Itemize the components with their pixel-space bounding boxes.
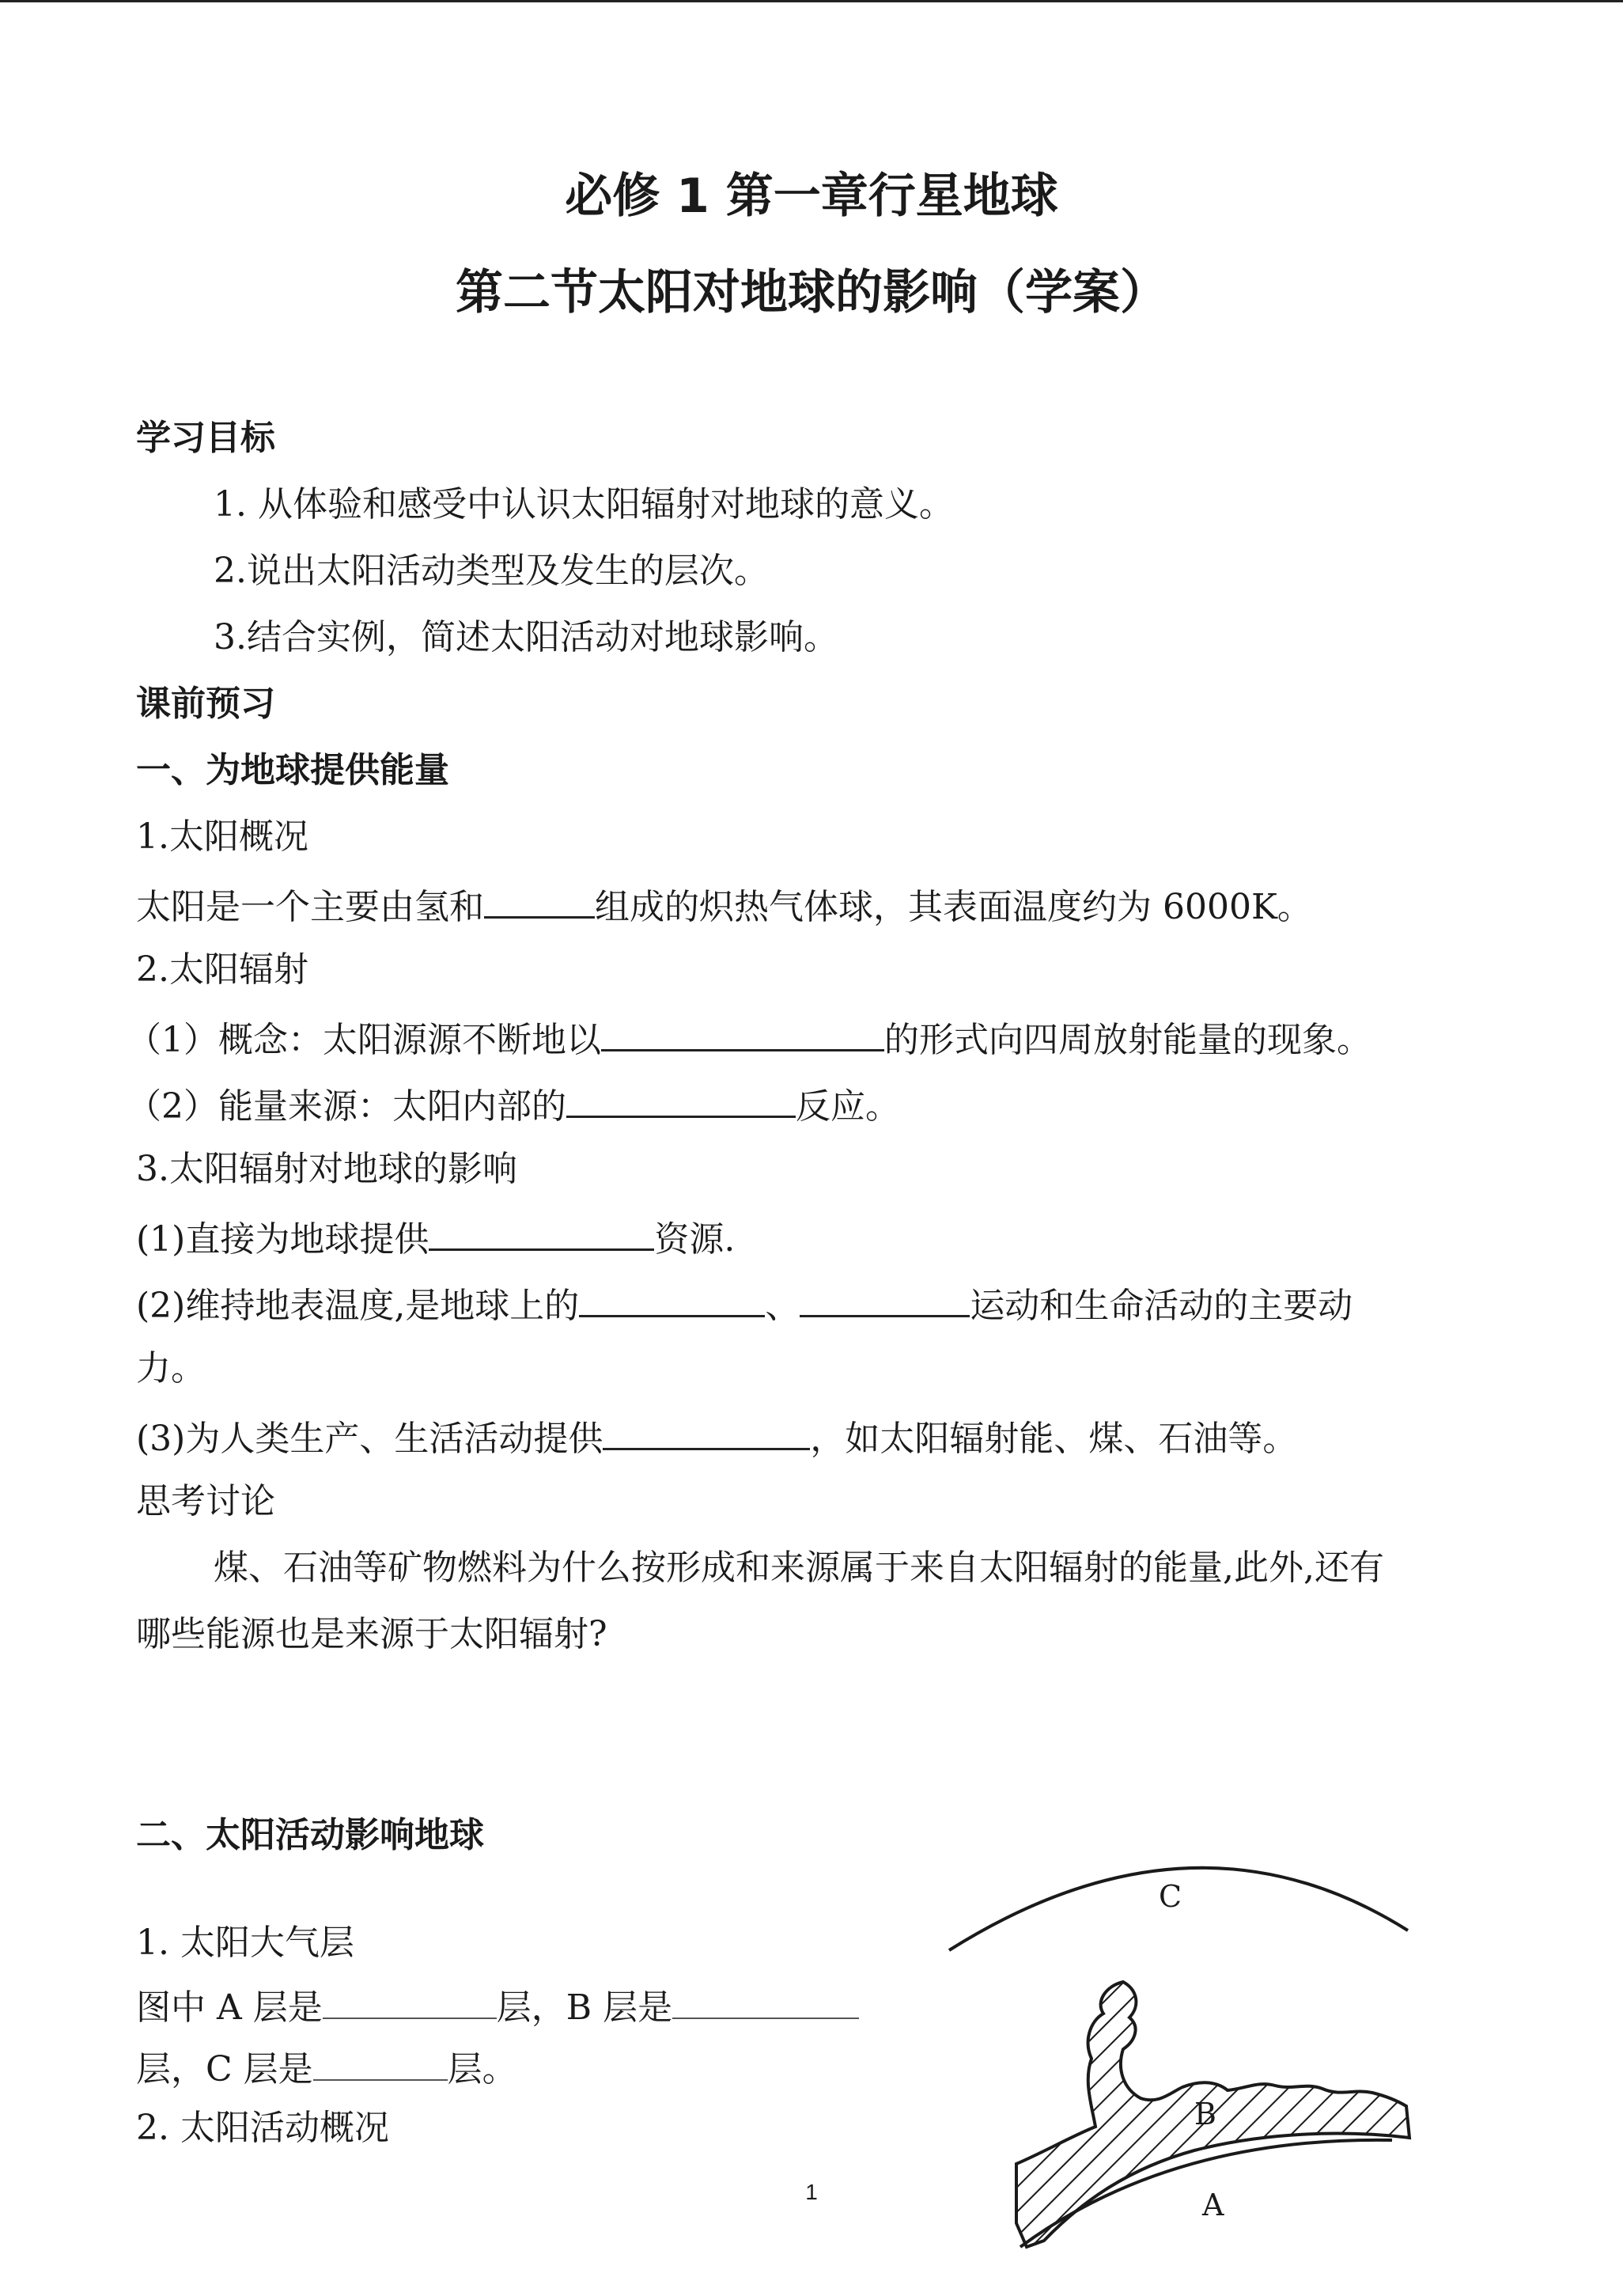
solar-atmosphere-subheading: 1. 太阳大气层 <box>136 1923 354 1963</box>
effect3-part-b: ，如太阳辐射能、煤、石油等。 <box>810 1419 1298 1459</box>
effect1-part-a: (1)直接为地球提供 <box>136 1219 429 1260</box>
effect2-part-b: 运动和生命活动的主要动 <box>970 1286 1353 1326</box>
objective-item-1: 1. 从体验和感受中认识太阳辐射对地球的意义。 <box>214 484 954 525</box>
solar-activity-subheading: 2. 太阳活动概况 <box>136 2108 389 2148</box>
effect2-part-a: (2)维持地表温度,是地球上的 <box>136 1286 580 1326</box>
concept-part-a: （1）概念：太阳源源不断地以 <box>127 1020 601 1060</box>
answer-blank-resource[interactable] <box>429 1218 654 1251</box>
discussion-line-1: 煤、石油等矿物燃料为什么按形成和来源属于来自太阳辐射的能量,此外,还有 <box>214 1548 1384 1588</box>
radiation-effects-subheading: 3.太阳辐射对地球的影响 <box>136 1149 517 1189</box>
effect3-part-a: (3)为人类生产、生活活动提供 <box>136 1419 603 1459</box>
effect2-separator: 、 <box>765 1286 800 1326</box>
source-part-a: （2）能量来源：太阳内部的 <box>127 1086 566 1127</box>
section2-heading: 二、太阳活动影响地球 <box>136 1815 484 1855</box>
source-part-b: 反应。 <box>796 1086 900 1127</box>
sun-overview-line <box>136 886 1312 925</box>
layer-part-a: 图中 A 层是 <box>136 1987 323 2028</box>
answer-blank-layer-c[interactable] <box>313 2049 448 2081</box>
solar-atmosphere-diagram <box>933 1851 1503 2294</box>
answer-blank-element[interactable] <box>484 886 595 919</box>
layer-part-d: 层。 <box>447 2049 517 2090</box>
solar-radiation-subheading: 2.太阳辐射 <box>136 949 308 990</box>
effect2-continuation: 力。 <box>136 1348 206 1389</box>
effect-line-2 <box>136 1285 1352 1324</box>
effect-line-1 <box>136 1218 736 1260</box>
discussion-heading: 思考讨论 <box>136 1481 275 1521</box>
answer-blank-motion-2[interactable] <box>800 1285 970 1317</box>
sun-line-part-b: 组成的炽热气体球，其表面温度约为 6000K。 <box>595 887 1312 927</box>
page-number: 1 <box>805 2180 818 2204</box>
answer-blank-reaction[interactable] <box>566 1085 796 1118</box>
label-a: A <box>1202 2188 1224 2222</box>
layer-line-2 <box>136 2049 517 2090</box>
answer-blank-form[interactable] <box>601 1019 884 1051</box>
concept-line <box>127 1019 1371 1058</box>
layer-part-b: 层，B 层是 <box>496 1987 673 2028</box>
sun-overview-subheading: 1.太阳概况 <box>136 816 308 857</box>
effect-line-3 <box>136 1418 1297 1457</box>
sun-line-part-a: 太阳是一个主要由氢和 <box>136 887 484 927</box>
section1-heading: 一、为地球提供能量 <box>136 750 449 790</box>
objective-item-2: 2.说出太阳活动类型及发生的层次。 <box>214 551 769 591</box>
objectives-heading: 学习目标 <box>136 418 275 458</box>
document-subtitle: 第二节太阳对地球的影响（学案） <box>456 265 1167 320</box>
layer-part-c: 层，C 层是 <box>136 2049 313 2090</box>
concept-part-b: 的形式向四周放射能量的现象。 <box>884 1020 1371 1060</box>
top-rule <box>0 0 1623 2</box>
answer-blank-motion-1[interactable] <box>579 1285 765 1317</box>
answer-blank-energy[interactable] <box>603 1418 810 1450</box>
label-b: B <box>1194 2097 1216 2131</box>
objective-item-3: 3.结合实例，简述太阳活动对地球影响。 <box>214 617 838 657</box>
effect1-part-b: 资源. <box>654 1219 736 1260</box>
answer-blank-layer-a[interactable] <box>323 1987 497 2019</box>
discussion-line-2: 哪些能源也是来源于太阳辐射? <box>136 1614 607 1654</box>
layer-line-1 <box>136 1987 859 2028</box>
label-c: C <box>1159 1879 1182 1914</box>
preview-heading: 课前预习 <box>136 684 275 724</box>
document-title: 必修 1 第一章行星地球 <box>565 169 1058 224</box>
energy-source-line <box>127 1085 900 1127</box>
answer-blank-layer-b[interactable] <box>672 1987 859 2019</box>
